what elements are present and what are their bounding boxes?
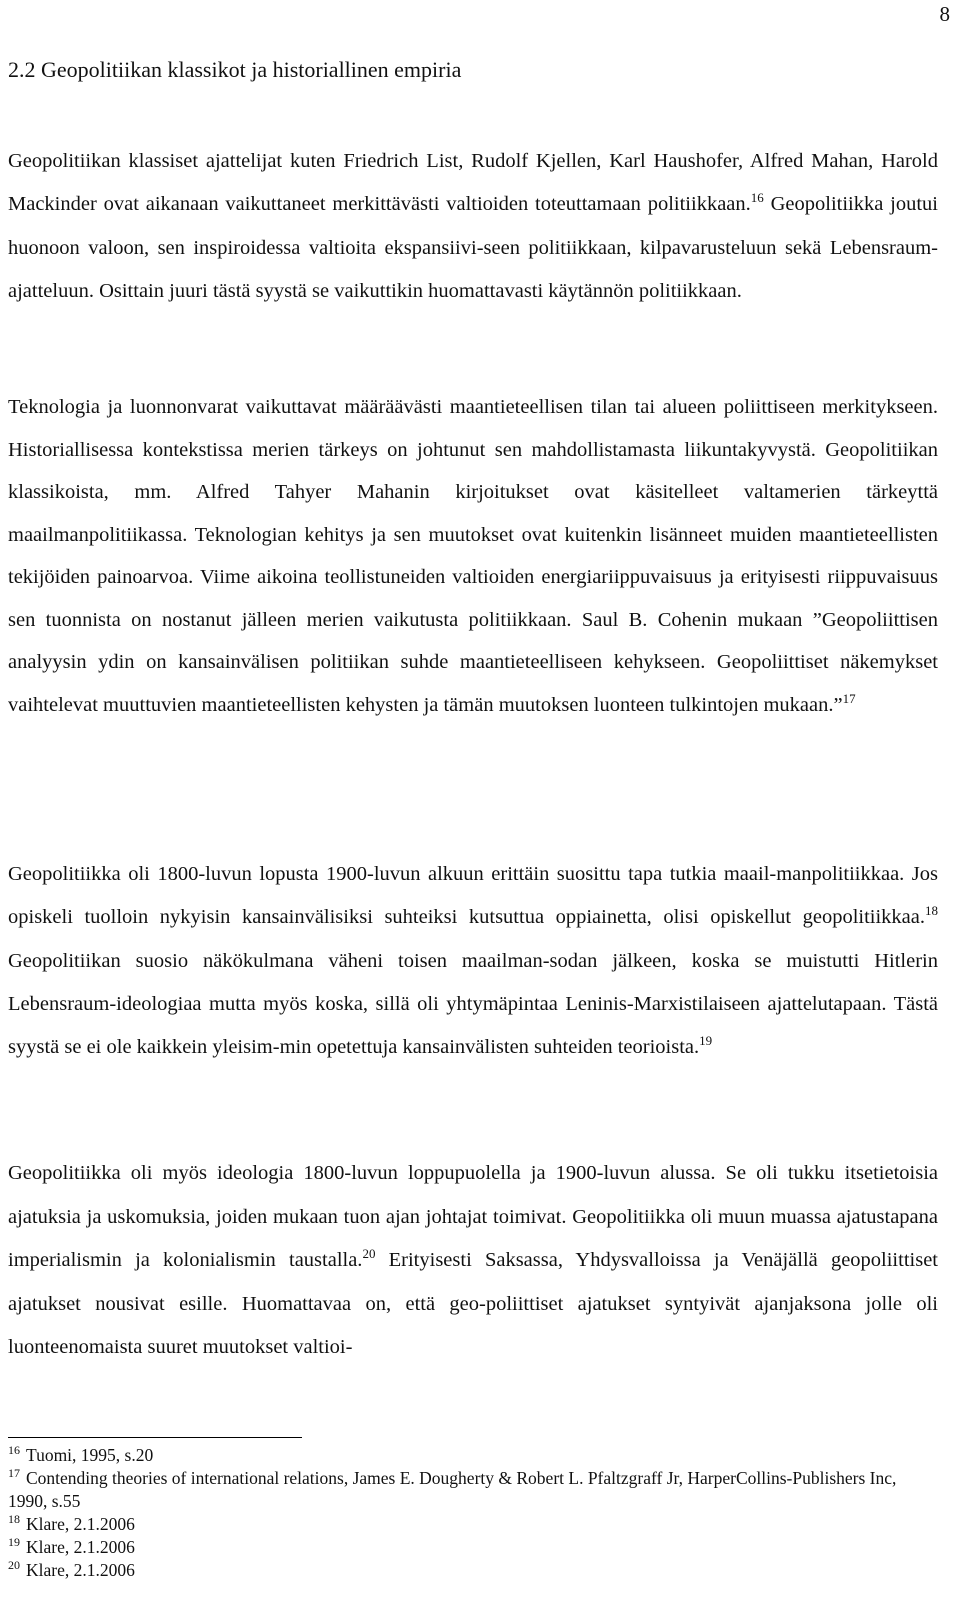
- paragraph-text: Geopolitiikka joutui huonoon valoon, sen inspiroidessa valtioita ekspansiivi-seen politiikkaan, kilpavarusteluun sekä Lebensraum-ajatteluun. Osittain juuri tästä syystä se vaikuttikin huomattavasti käytännön politiikkaan.: [8, 193, 938, 302]
- section-heading: 2.2 Geopolitiikan klassikot ja historiallinen empiria: [8, 57, 462, 82]
- paragraph-3: [8, 853, 938, 1069]
- paragraph-text: Geopolitiikka oli myös ideologia 1800-luvun loppupuolella ja 1900-luvun alussa. Se oli tukku itsetietoisia ajatuksia ja uskomuksia, joiden mukaan tuon ajan johtajat toimivat. Geopolitiikka oli muun muassa ajatustapana imperialismin ja kolonialismin taustalla.: [8, 1162, 938, 1271]
- footnote-ref: 20: [362, 1246, 376, 1262]
- paragraph-2: [8, 386, 938, 726]
- footnote-ref: 17: [842, 690, 856, 706]
- footnote-ref: 16: [750, 190, 764, 206]
- paragraph-text: Teknologia ja luonnonvarat vaikuttavat määräävästi maantieteellisen tilan tai alueen poliittiseen merkitykseen. Historiallisessa kontekstissa merien tärkeys on johtunut sen mahdollistamasta liikuntakyvystä. Geopolitiikan klassikoista, mm. Alfred Tahyer Mahanin kirjoitukset ovat käsitelleet valtamerien tärkeyttä maailmanpolitiikassa. Teknologian kehitys ja sen muutokset ovat kuitenkin lisänneet muiden maantieteellisten tekijöiden painoarvoa. Viime aikoina teollistuneiden valtioiden energiariippuvaisuus ja erityisesti riippuvaisuus sen tuonnista on nostanut jälleen merien vaikutusta politiikkaan. Saul B. Cohenin mukaan ”Geopoliittisen analyysin ydin on kansainvälisen politiikan suhde maantieteelliseen kehykseen. Geopoliittiset näkemykset vaihtelevat muuttuvien maantieteellisten kehysten ja tämän muutoksen luonteen tulkintojen mukaan.”: [8, 396, 938, 716]
- footnote: [8, 1536, 938, 1559]
- footnote-ref: 18: [925, 903, 938, 919]
- footnote-text: Contending theories of international relations, James E. Dougherty & Robert L. Pfaltzgraff Jr, HarperCollins-Publishers Inc, 1990, s.55: [8, 1468, 897, 1511]
- footnote-text: Tuomi, 1995, s.20: [26, 1445, 154, 1465]
- footnote-number: 17: [8, 1466, 20, 1481]
- footnote: [8, 1513, 938, 1536]
- footnote-number: 20: [8, 1558, 20, 1573]
- paragraph-1: [8, 140, 938, 313]
- footnote: [8, 1559, 938, 1582]
- paragraph-text: Erityisesti Saksassa, Yhdysvalloissa ja Venäjällä geopoliittiset ajatukset nousivat esille. Huomattavaa on, että geo-poliittiset ajatukset syntyivät ajanjaksona jolle oli luonteenomaista suuret muutokset valtioi-: [8, 1249, 938, 1358]
- paragraph-text: Geopolitiikan suosio näkökulmana väheni toisen maailman-sodan jälkeen, koska se muistutti Hitlerin Lebensraum-ideologiaa mutta myös koska, sillä oli yhtymäpintaa Leninis-Marxistilaiseen ajattelutapaan. Tästä syystä se ei ole kaikkein yleisim-min opetettuja kansainvälisten suhteiden teorioista.: [8, 949, 938, 1059]
- footnote-text: Klare, 2.1.2006: [26, 1514, 135, 1534]
- footnote-number: 18: [8, 1512, 20, 1527]
- footnote-number: 19: [8, 1535, 20, 1550]
- page-number: 8: [939, 2, 950, 26]
- footnote: [8, 1467, 938, 1513]
- footnote-number: 16: [8, 1443, 20, 1458]
- footnote-divider: [8, 1437, 302, 1438]
- footnote: [8, 1444, 938, 1467]
- paragraph-text: Geopolitiikan klassiset ajattelijat kuten Friedrich List, Rudolf Kjellen, Karl Haushofer, Alfred Mahan, Harold Mackinder ovat aikanaan vaikuttaneet merkittävästi valtioiden toteuttamaan politiikkaan.: [8, 150, 938, 216]
- footnotes: [8, 1444, 938, 1582]
- paragraph-text: Geopolitiikka oli 1800-luvun lopusta 1900-luvun alkuun erittäin suosittu tapa tutkia maail-manpolitiikkaa. Jos opiskeli tuolloin nykyisin kansainvälisiksi suhteiksi kutsuttua oppiainetta, olisi opiskellut geopolitiikkaa.: [8, 863, 938, 929]
- footnote-text: Klare, 2.1.2006: [26, 1560, 135, 1580]
- paragraph-4: [8, 1152, 938, 1370]
- footnote-text: Klare, 2.1.2006: [26, 1537, 135, 1557]
- footnote-ref: 19: [699, 1033, 713, 1049]
